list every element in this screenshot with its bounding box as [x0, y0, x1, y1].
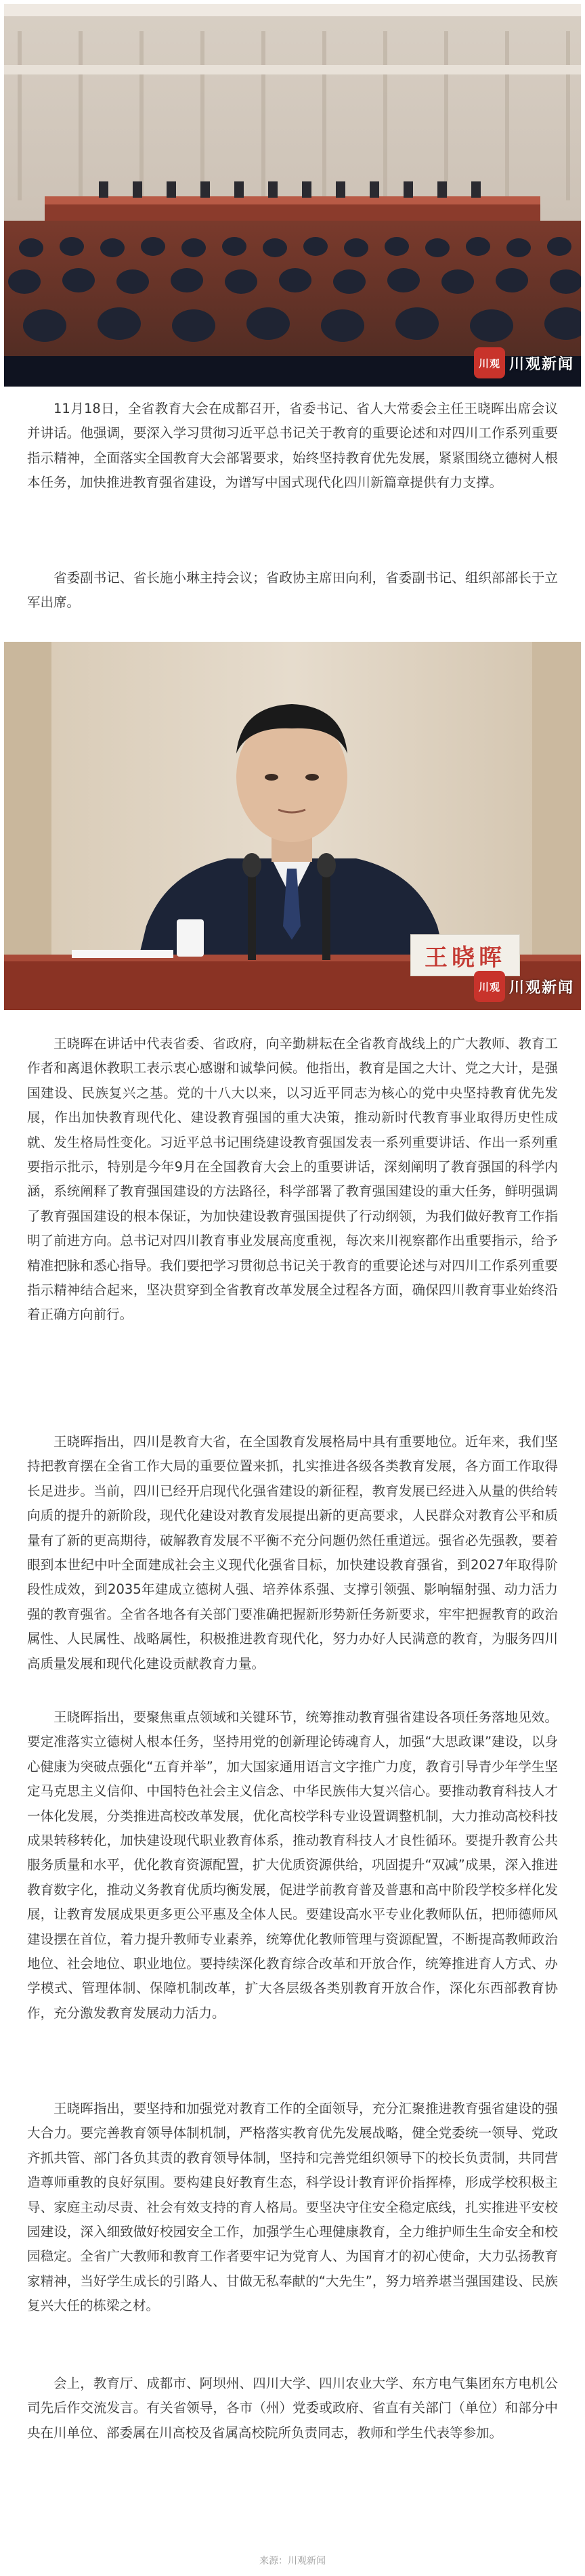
paragraph-7: 会上，教育厅、成都市、阿坝州、四川大学、四川农业大学、东方电气集团东方电机公司先后作交流发言。有关省领导，各市（州）党委或政府、省直有关部门（单位）和部分中央在川单位、部委属在川高校及省属高校院所负责同志，教师和学生代表等参加。: [27, 2376, 558, 2441]
speaker-photo: [4, 642, 581, 1010]
watermark-text: 川观新闻: [508, 355, 574, 373]
watermark: [474, 347, 574, 378]
paragraph-5: 王晓晖指出，要聚焦重点领域和关键环节，统筹推动教育强省建设各项任务落地见效。要定准落实立德树人根本任务，坚持用党的创新理论铸魂育人，加强“大思政课”建设，以身心健康为突破点强化“五育并举”，加大国家通用语言文字推广力度，教育引导青少年学生坚定马克思主义信仰、中国特色社会主义信念、中华民族伟大复兴信心。要推动教育科技人才一体化发展，分类推进高校改革发展，优化高校学科专业设置调整机制，大力推动高校科技成果转移转化，加快建设现代职业教育体系，推动教育科技人才良性循环。要提升教育公共服务质量和水平，优化教育资源配置，扩大优质资源供给，巩固提升“双减”成果，深入推进教育数字化，推动义务教育优质均衡发展，促进学前教育普及普惠和高中阶段学校多样化发展，让教育发展成果更多更公平惠及全体人民。要建设高水平专业化教师队伍，把师德师风建设摆在首位，着力提升教师专业素养，统筹优化教师管理与资源配置，不断提高教师政治地位、社会地位、职业地位。要持续深化教育综合改革和开放合作，统筹推进育人方式、办学模式、管理体制、保障机制改革，扩大各层级各类别教育开放合作，深化东西部教育协作，充分激发教育发展动力活力。: [27, 1709, 558, 2021]
conference-hall-photo: [4, 4, 581, 387]
paragraph-4: 王晓晖指出，四川是教育大省，在全国教育发展格局中具有重要地位。近年来，我们坚持把教育摆在全省工作大局的重要位置来抓，扎实推进各级各类教育发展，各方面工作取得长足进步。当前，四川已经开启现代化强省建设的新征程，教育发展已经进入从量的供给转向质的提升的新阶段，现代化建设对教育发展提出新的更高要求，人民群众对教育公平和质量有了新的更高期待，破解教育发展不平衡不充分问题仍然任重道远。强省必先强教，要着眼到本世纪中叶全面建成社会主义现代化强省目标，加快建设教育强省，到2027年取得阶段性成效，到2035年建成立德树人强、培养体系强、支撑引领强、影响辐射强、动力活力强的教育强省。全省各地各有关部门要准确把握新形势新任务新要求，牢牢把握教育的政治属性、人民属性、战略属性，积极推进教育现代化，努力办好人民满意的教育，为服务四川高质量发展和现代化建设贡献教育力量。: [27, 1434, 558, 1672]
watermark: [474, 971, 574, 1002]
source-credit: 来源：川观新闻: [259, 2556, 326, 2567]
chuanguan-logo-icon: 川观: [474, 347, 505, 378]
chuanguan-logo-icon: 川观: [474, 971, 505, 1002]
paragraph-2: 省委副书记、省长施小琳主持会议；省政协主席田向利，省委副书记、组织部部长于立军出席。: [27, 570, 558, 611]
speaker-nameplate: 王晓晖: [410, 934, 520, 976]
paragraph-1: 11月18日，全省教育大会在成都召开，省委书记、省人大常委会主任王晓晖出席会议并讲话。他强调，要深入学习贯彻习近平总书记关于教育的重要论述和对四川工作系列重要指示精神，全面落实全国教育大会部署要求，始终坚持教育优先发展，紧紧围绕立德树人根本任务，加快推进教育强省建设，为谱写中国式现代化四川新篇章提供有力支撑。: [27, 401, 558, 491]
conference-hall-image: [4, 4, 581, 387]
paragraph-3: 王晓晖在讲话中代表省委、省政府，向辛勤耕耘在全省教育战线上的广大教师、教育工作者和离退休教职工表示衷心感谢和诚挚问候。他指出，教育是国之大计、党之大计，是强国建设、民族复兴之基。党的十八大以来，以习近平同志为核心的党中央坚持教育优先发展，作出加快教育现代化、建设教育强国的重大决策，推动新时代教育事业取得历史性成就、发生格局性变化。习近平总书记围绕建设教育强国发表一系列重要讲话、作出一系列重要指示批示，特别是今年9月在全国教育大会上的重要讲话，深刻阐明了教育强国的科学内涵，系统阐释了教育强国建设的方法路径，科学部署了教育强国建设的重大任务，鲜明强调了教育强国建设的根本保证，为加快建设教育强国提供了行动纲领，为我们做好教育工作指明了前进方向。总书记对四川教育事业发展高度重视，每次来川视察都作出重要指示，给予精准把脉和悉心指导。我们要把学习贯彻总书记关于教育的重要论述与对四川工作系列重要指示精神结合起来，坚决贯穿到全省教育改革发展全过程各方面，确保四川教育事业始终沿着正确方向前行。: [27, 1036, 558, 1323]
paragraph-6: 王晓晖指出，要坚持和加强党对教育工作的全面领导，充分汇聚推进教育强省建设的强大合力。要完善教育领导体制机制，严格落实教育优先发展战略，健全党委统一领导、党政齐抓共管、部门各负其责的教育领导体制，坚持和完善党组织领导下的校长负责制，共同营造尊师重教的良好氛围。要构建良好教育生态，科学设计教育评价指挥棒，形成学校积极主导、家庭主动尽责、社会有效支持的育人格局。要坚决守住安全稳定底线，扎实推进平安校园建设，深入细致做好校园安全工作，加强学生心理健康教育，全力维护师生生命安全和校园稳定。全省广大教师和教育工作者要牢记为党育人、为国育才的初心使命，大力弘扬教育家精神，当好学生成长的引路人、甘做无私奉献的“大先生”，努力培养堪当强国建设、民族复兴大任的栋梁之材。: [27, 2101, 558, 2314]
watermark-text: 川观新闻: [508, 979, 574, 997]
